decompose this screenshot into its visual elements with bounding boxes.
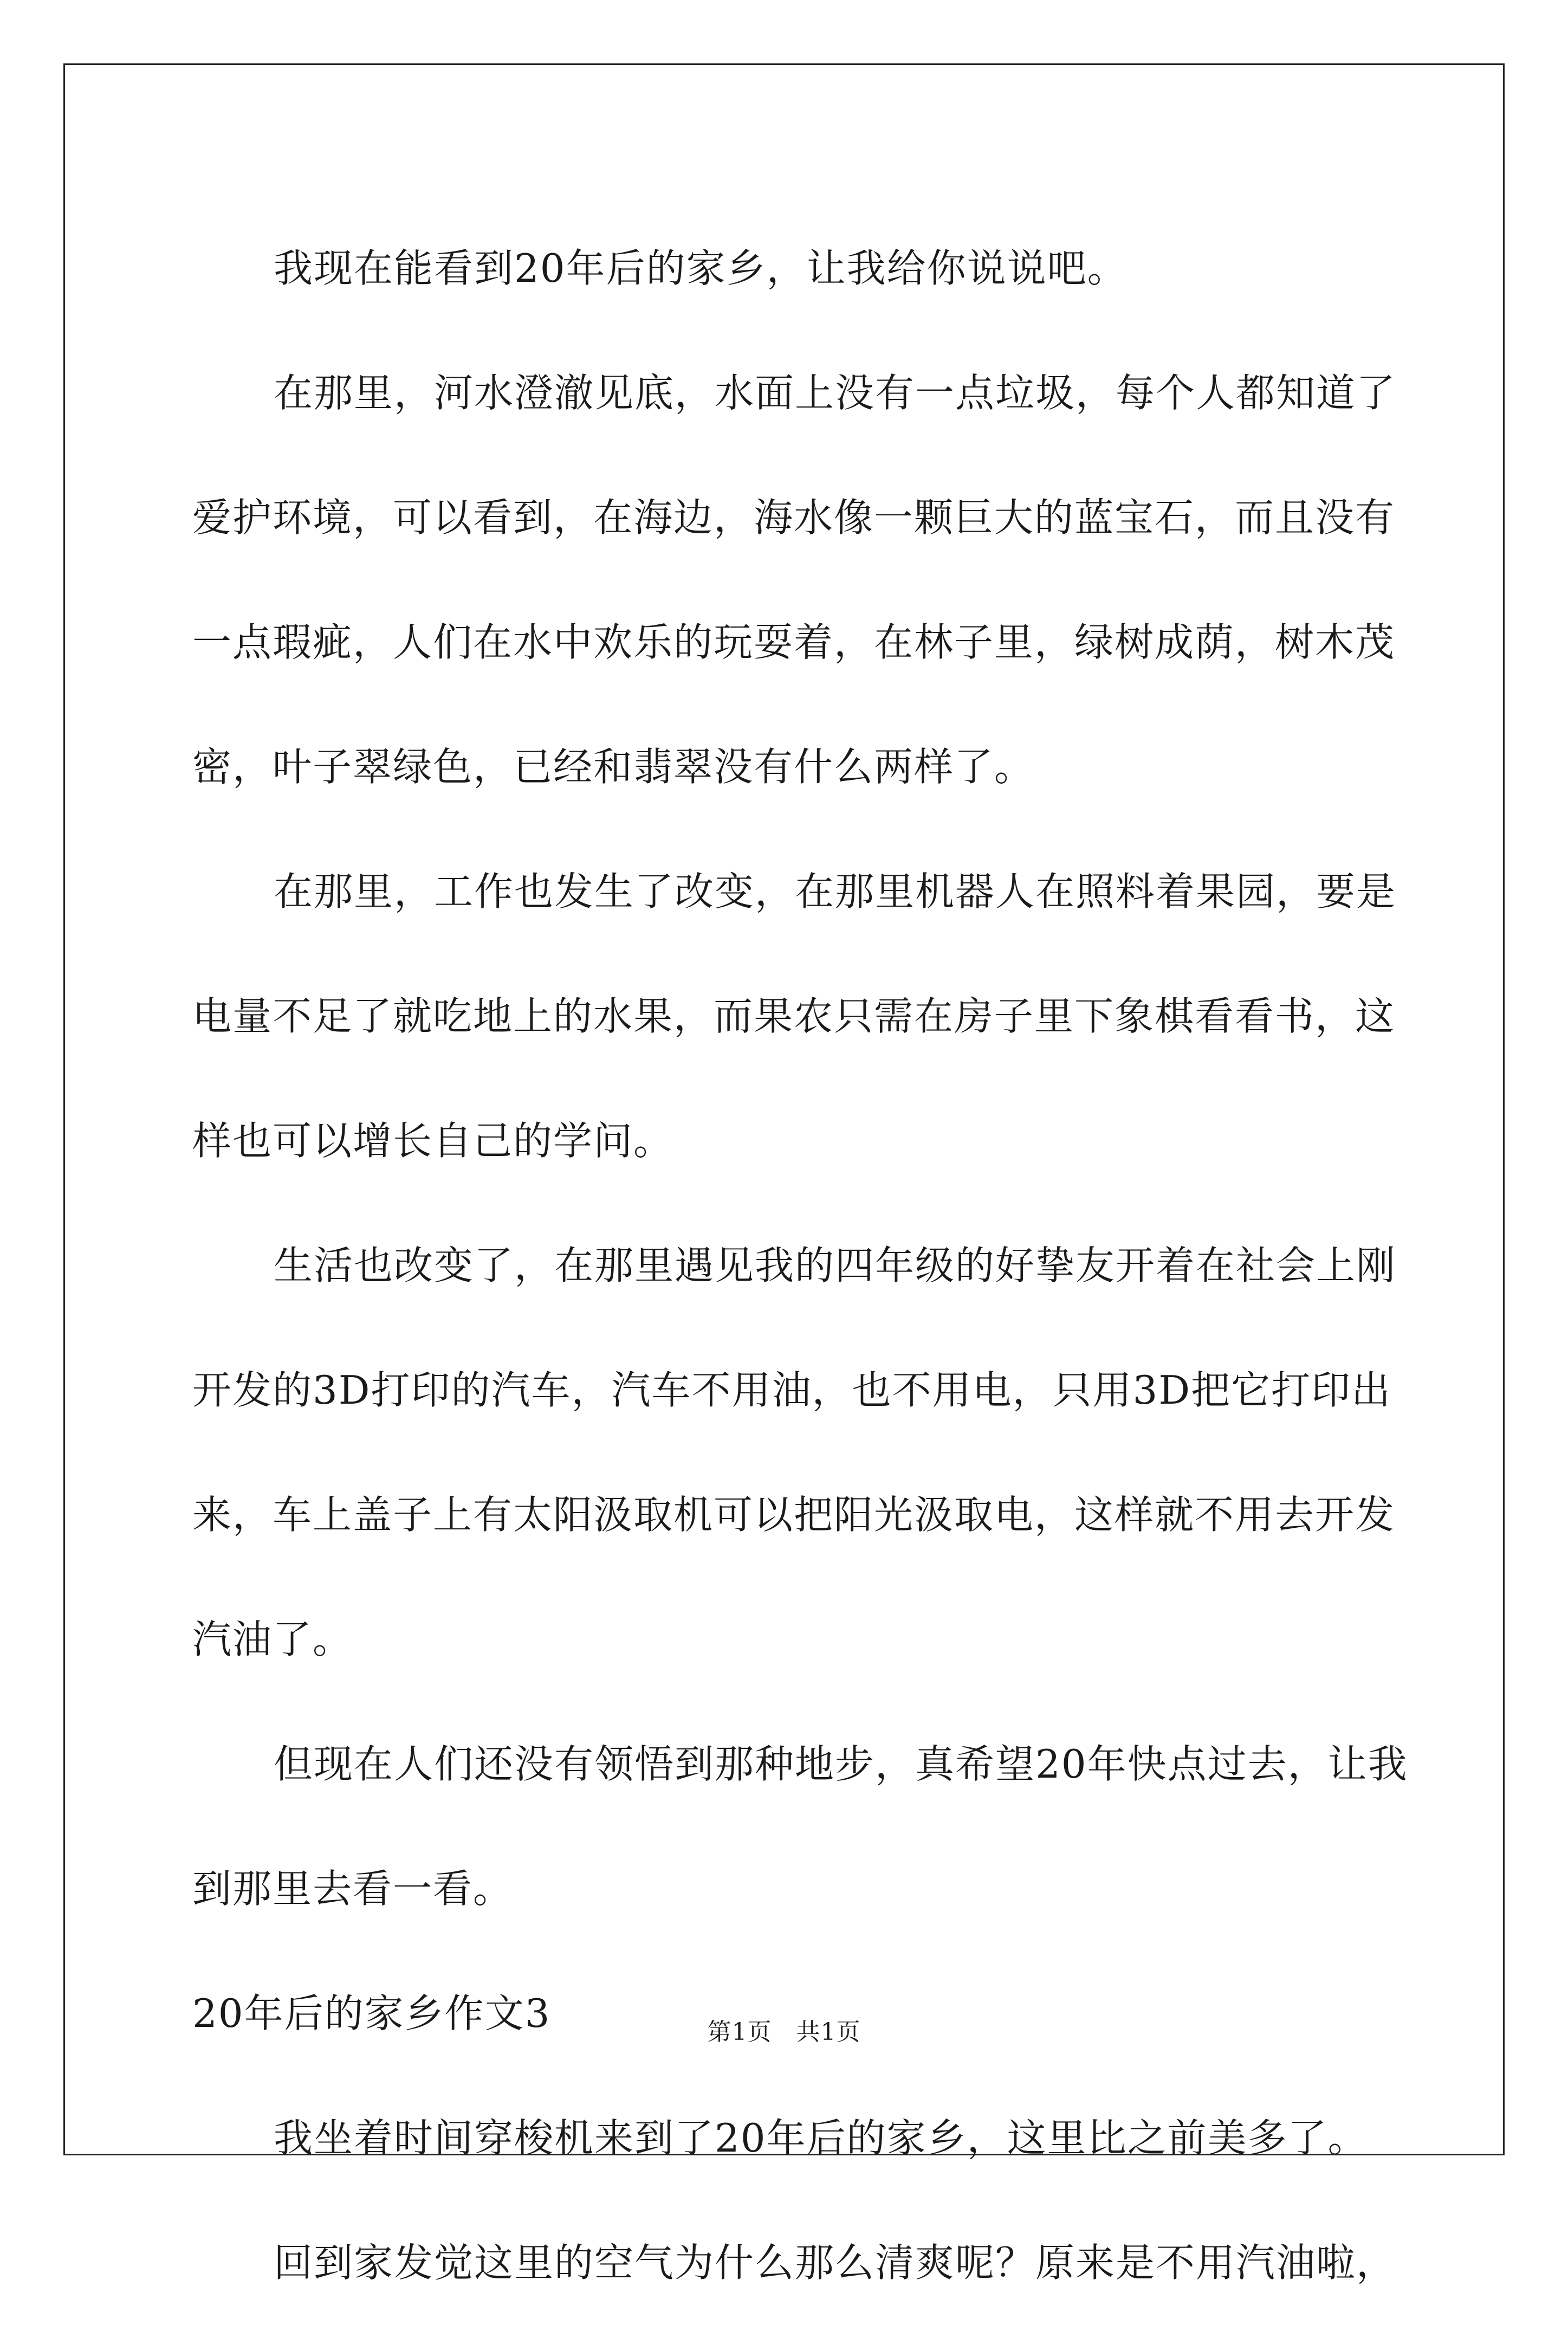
paragraph-line: 回到家发觉这里的空气为什么那么清爽呢？原来是不用汽油啦， [274,2240,1397,2285]
paragraph-line: 一点瑕疵，人们在水中欢乐的玩耍着，在林子里，绿树成荫，树木茂 [192,619,1396,665]
paragraph-line: 来，车上盖子上有太阳汲取机可以把阳光汲取电，这样就不用去开发 [192,1492,1396,1538]
paragraph-line: 开发的3D打印的汽车，汽车不用油，也不用电，只用3D把它打印出 [192,1367,1392,1413]
paragraph-line: 在那里，河水澄澈见底，水面上没有一点垃圾，每个人都知道了 [274,370,1397,416]
paragraph-line: 生活也改变了，在那里遇见我的四年级的好挚友开着在社会上刚 [274,1243,1397,1288]
paragraph-line: 但现在人们还没有领悟到那种地步，真希望20年快点过去，让我 [274,1741,1408,1787]
paragraph-line: 我现在能看到20年后的家乡，让我给你说说吧。 [274,246,1128,291]
page-number-label: 第1页 共1页 [707,2018,861,2046]
paragraph-line: 密，叶子翠绿色，已经和翡翠没有什么两样了。 [192,744,1035,790]
paragraph-line: 在那里，工作也发生了改变，在那里机器人在照料着果园，要是 [274,869,1397,914]
paragraph-line: 爱护环境，可以看到，在海边，海水像一颗巨大的蓝宝石，而且没有 [192,495,1396,540]
section-heading: 20年后的家乡作文3 [192,1991,551,2036]
paragraph-line: 汽油了。 [192,1617,353,1662]
page-footer [0,2016,1568,2049]
paragraph-line: 我坐着时间穿梭机来到了20年后的家乡，这里比之前美多了。 [274,2115,1368,2161]
paragraph-line: 样也可以增长自己的学问。 [192,1118,674,1164]
paragraph-line: 电量不足了就吃地上的水果，而果农只需在房子里下象棋看看书，这 [192,993,1396,1039]
paragraph-line: 到那里去看一看。 [192,1866,514,1911]
document-body [192,206,1408,2325]
